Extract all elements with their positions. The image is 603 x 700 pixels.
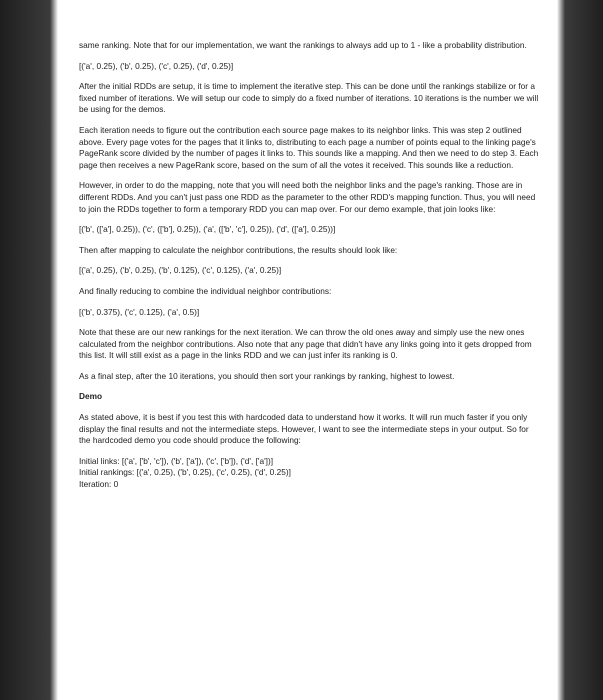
paragraph-ranking-intro: same ranking. Note that for our implementation, we want the rankings to always add up to 1 - like a probability distribution.: [79, 40, 527, 50]
code-mapping-result: [('a', 0.25), ('b', 0.25), ('b', 0.125), ('c', 0.125), ('a', 0.25)]: [79, 265, 282, 276]
code-join-result: [('b', (['a'], 0.25)), ('c', (['b'], 0.25)), ('a', (['b', 'c'], 0.25)), ('d', (['a'], 0.25))]: [79, 224, 336, 235]
paragraph-iterative-step: After the initial RDDs are setup, it is time to implement the iterative step. This can be done until the rankings stabilize or for a fixed number of iterations. We will setup our code to simply do a fixed number of iterations. 10 iterations is the number we will be using for the demos.: [79, 81, 539, 115]
document-content: [79, 40, 539, 491]
paragraph-demo: As stated above, it is best if you test this with hardcoded data to understand how it works. It will run much faster if you only display the final results and not the intermediate steps. However, I want to see the intermediate steps in your output. So for the hardcoded demo you code should produce the following:: [79, 412, 529, 446]
paragraph-contribution: Each iteration needs to figure out the contribution each source page makes to its neighbor links. This was step 2 outlined above. Every page votes for the pages that it links to, distributing to each page a number of points equal to the linking page's PageRank score divided by the number of pages it links to. This sounds like a mapping. And then we need to do step 3. Each page then receives a new PageRank score, based on the sum of all the votes it received. This sounds like a reduction.: [79, 124, 539, 170]
output-initial-links: Initial links: [('a', ['b', 'c']), ('b', ['a']), ('c', ['b']), ('d', ['a'])]: [79, 455, 274, 466]
output-initial-rankings: Initial rankings: [('a', 0.25), ('b', 0.25), ('c', 0.25), ('d', 0.25)]: [79, 467, 291, 478]
code-initial-rankings: [('a', 0.25), ('b', 0.25), ('c', 0.25), ('d', 0.25)]: [79, 60, 234, 71]
heading-demo: Demo: [79, 391, 103, 402]
paragraph-new-rankings: Note that these are our new rankings for the next iteration. We can throw the old ones away and simply use the new ones calculated from the neighbor contributions. Also note that any page that didn't have any links going into it gets dropped from this list. It will still exist as a page in the links RDD and we can just infer its ranking is 0.: [79, 327, 532, 361]
paragraph-mapping: Then after mapping to calculate the neighbor contributions, the results should look like:: [79, 244, 398, 255]
paragraph-join: However, in order to do the mapping, note that you will need both the neighbor links and the page's ranking. Those are in different RDDs. And you can't just pass one RDD as the parameter to the other RDD's mapping function. Thus, you will need to join the RDDs together to form a temporary RDD you can map over. For our demo example, that join looks like:: [79, 180, 536, 214]
paragraph-final-step: As a final step, after the 10 iterations, you should then sort your rankings by ranking, highest to lowest.: [79, 370, 455, 381]
paragraph-reducing: And finally reducing to combine the individual neighbor contributions:: [79, 285, 332, 296]
code-reduce-result: [('b', 0.375), ('c', 0.125), ('a', 0.5)]: [79, 306, 200, 317]
output-iteration: Iteration: 0: [79, 479, 119, 490]
document-page: [58, 0, 557, 700]
